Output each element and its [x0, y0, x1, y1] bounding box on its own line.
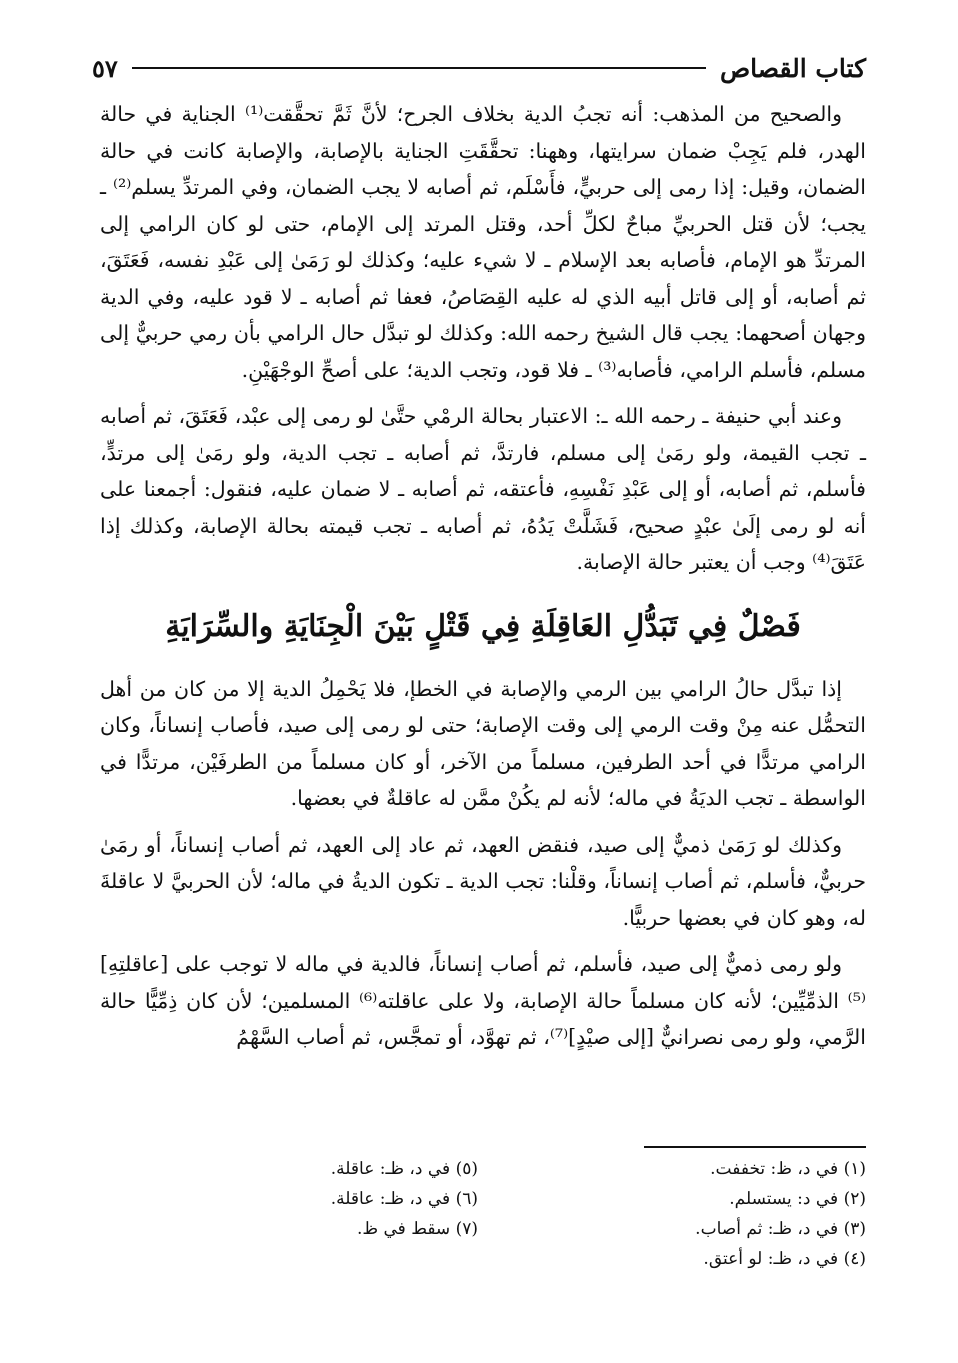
section-heading: فَصْلٌ فِي تَبَدُّلِ العَاقِلَةِ فِي قَتْلٍ بَيْنَ الْجِنَايَةِ والسِّرَايَةِ [165, 608, 801, 644]
footnote: (٢) في د: يستسلم. [729, 1189, 866, 1209]
footnote-column [546, 1154, 866, 1274]
footnote-column [158, 1154, 478, 1244]
paragraph: والصحيح من المذهب: أنه تجبُ الدية بخلاف الجرح؛ لأنَّ ثَمَّ تحقَّقت⁽¹⁾ الجناية في حالة الهدر، فلم يَجِبْ ضمان سرايتها، وههنا: تحقَّقَتِ الجناية بالإصابة، والإصابة كانت في حالة الضمان، وقيل: إذا رمى إلى حربيٍّ، فأَسْلَم، ثم أصابه لا يجب الضمان، وفي المرتدِّ يسلم⁽²⁾ ـ يجب؛ لأن قتل الحربيِّ مباحٌ لكلِّ أحد، وقتل المرتد إلى الإمام، حتى لو كان الرامي إلى المرتدِّ هو الإمام، فأصابه بعد الإسلام ـ لا شيء عليه؛ وكذلك لو رَمَىٰ إلى عَبْدِ نفسه، فَعَتَقَ، ثم أصابه، أو إلى قاتل أبيه الذي له عليه القِصَاصُ، فعفا ثم أصابه ـ لا قود عليه، وفي الدية وجهان أصحهما: يجب قال الشيخ رحمه الله: وكذلك لو تبدَّل حال الرامي بأن رمي حربيٌّ إلى مسلم، فأسلم الرامي، فأصابه⁽³⁾ ـ فلا قود، وتجب الدية؛ على أصحِّ الوجْهَيْنِ. [100, 102, 866, 382]
paragraph: وكذلك لو رَمَىٰ ذميٌّ إلى صيد، فنقض العهد، ثم عاد إلى العهد، ثم أصاب إنساناً، أو رمَىٰ حربيٌّ، فأسلم، ثم أصاب إنساناً، وقلْنا: تجب الدية ـ تكون الديةُ في ماله؛ لأن الحربيَّ لا عاقلةَ له، وهو كان في بعضها حربيًّا. [100, 832, 866, 930]
footnotes [100, 1154, 866, 1304]
paragraph: ولو رمى ذميٌّ إلى صيد، فأسلم، ثم أصاب إنساناً، فالدية في ماله لا توجب على [عاقلتِهِ]⁽⁵⁾ الذمِّيِّين؛ لأنه كان مسلماً حالة الإصابة، ولا على عاقلته⁽⁶⁾ المسلمين؛ لأن كان ذِمِّيًّا حالة الرَّمي، ولو رمى نصرانيٌّ [إلى صيْدٍ]⁽⁷⁾، ثم تهوَّد، أو تمجَّس، ثم أصاب السَّهْمُ [100, 952, 866, 1049]
footnote-separator [644, 1146, 866, 1148]
footnote: (١) في د، ظ: تخففت. [710, 1159, 866, 1179]
page-number: ٥٧ [92, 53, 118, 83]
footnote: (٧) سقط في ظ. [356, 1219, 478, 1239]
header-rule [132, 67, 706, 69]
footnote: (٤) في د، ظـ: لو أعتق. [703, 1249, 866, 1269]
footnote: (٥) في د، ظـ: عاقلة. [330, 1159, 478, 1179]
footnote: (٦) في د، ظـ: عاقلة. [330, 1189, 478, 1209]
chapter-title: كتاب القصاص [719, 53, 866, 83]
main-text [100, 96, 866, 1066]
footnote: (٣) في د، ظـ: ثم أصاب. [695, 1219, 866, 1239]
running-header [92, 46, 866, 90]
paragraph: إذا تبدَّل حالُ الرامي بين الرمي والإصابة في الخطإ، فلا يَحْمِلُ الدية إلا من كان من أهل التحمُّل عنه مِنْ وقت الرمي إلى وقت الإصابة؛ حتى لو رمى إلى صيد، فأصاب إنساناً، وكان الرامي مرتدًّا في أحد الطرفين، مسلماً من الآخر، أو كان مسلماً من الطرفَيْن، مرتدًّا في الواسطة ـ تجب الديَةُ في ماله؛ لأنه لم يكُنْ ممَّن له عاقلةٌ في بعضها. [100, 676, 866, 810]
paragraph: وعند أبي حنيفة ـ رحمه الله ـ: الاعتبار بحالة الرمْي حتَّىٰ لو رمى إلى عبْد، فَعَتَقَ، ثم أصابه ـ تجب القيمة، ولو رمَىٰ إلى مسلم، فارتدَّ، ثم أصابه ـ تجب الدية، ولو رمَىٰ إلى مرتدٍّ، فأسلم، ثم أصابه، أو إلى عَبْدِ نَفْسِهِ، فأعتقه، ثم أصابه ـ لا ضمان عليه، فنقول: أجمعنا على أنه لو رمى إلَىٰ عبْدٍ صحيح، فَشَلَّتْ يَدُهُ، ثم أصابه ـ تجب قيمته بحالة الإصابة، وكذلك إذا عَتَقَ⁽⁴⁾ وجب أن يعتبر حالة الإصابة. [100, 404, 866, 574]
